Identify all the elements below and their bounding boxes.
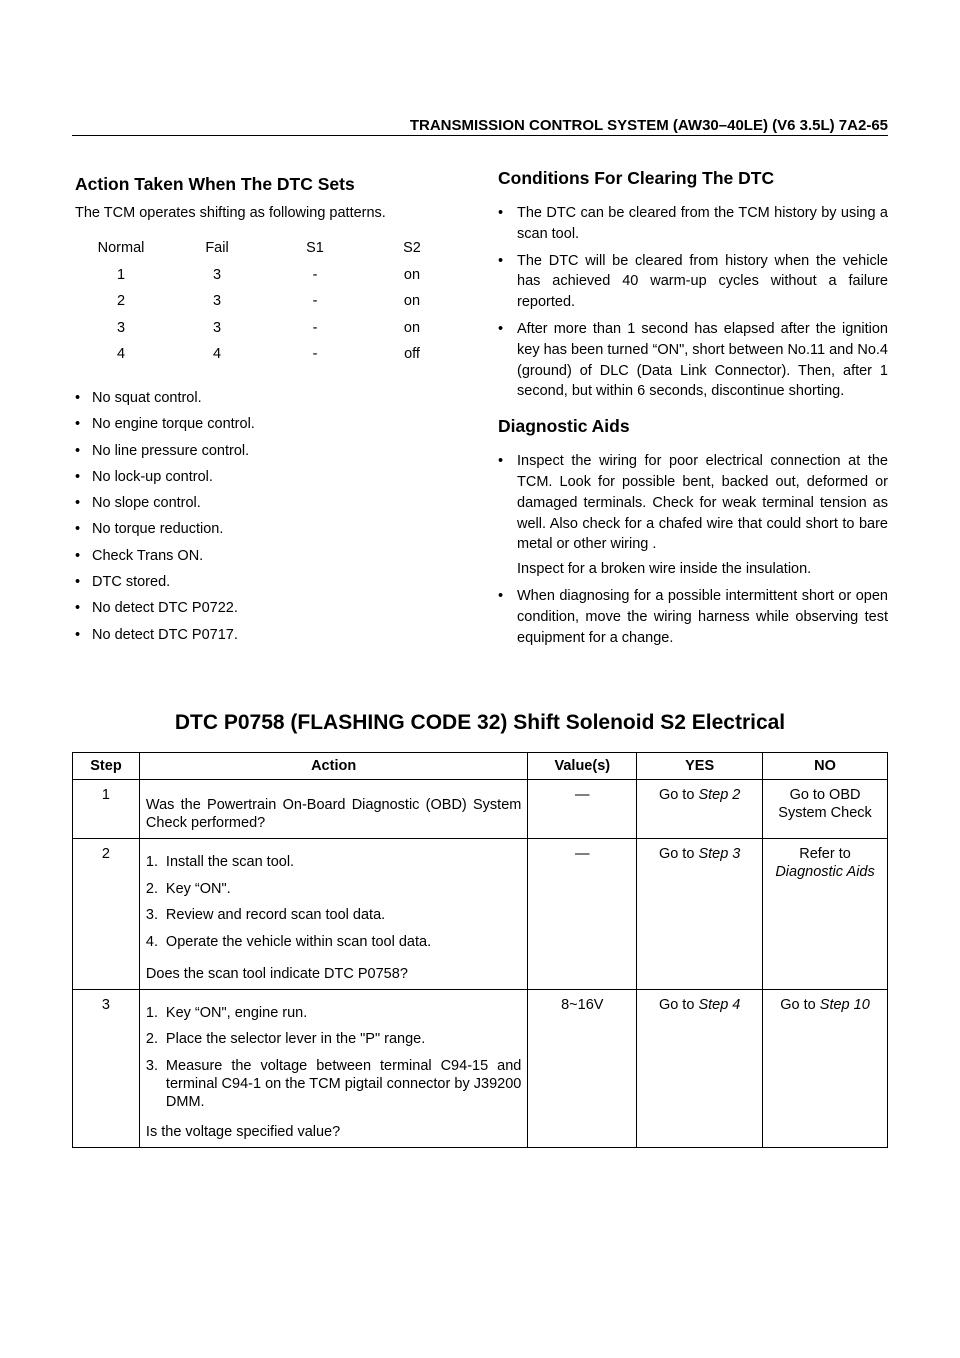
list-item: • No lock-up control. [75,469,255,495]
step-no [763,839,888,990]
list-item: • The DTC will be cleared from history when the vehicle has achieved 40 warm-up cycles without a failure reported. [498,251,888,313]
shift-pattern-cell: 4 [212,346,222,362]
step-question: Is the voltage specified value? [145,1123,341,1140]
list-item: 4. Operate the vehicle within scan tool data. [145,933,432,950]
action-taken-intro: The TCM operates shifting as following patterns. [75,205,386,221]
shift-pattern-cell: on [403,266,421,283]
shift-pattern-cell: - [312,266,318,283]
step-yes [637,839,763,990]
clearing-list [498,203,888,402]
shift-pattern-row [75,293,435,320]
diagnostic-table [72,752,888,1148]
step-action [139,839,527,990]
header-rule [72,135,888,136]
shift-pattern-cell: 1 [116,266,126,283]
shift-pattern-cell: off [404,346,420,362]
list-item: • After more than 1 second has elapsed after the ignition key has been turned “ON", short between No.11 and No.4 (ground) of DLC (Data Link Connector). Then, after 1 second, but within 6 seconds, discontinue shorting. [498,319,888,402]
shift-pattern-cell: 3 [116,319,126,336]
header-step: Step [73,753,140,780]
shift-pattern-cell: - [312,346,318,362]
list-item: • No torque reduction. [75,521,255,547]
step-number: 1 [73,780,140,839]
diagnostic-aids-heading: Diagnostic Aids [498,416,630,437]
list-item: 1. Install the scan tool. [145,854,295,870]
list-item: 1. Key “ON", engine run. [145,1004,308,1021]
list-item: • When diagnosing for a possible intermittent short or open condition, move the wiring harness while observing test equipment for a change. [498,586,888,648]
list-item: • The DTC can be cleared from the TCM history by using a scan tool. [498,203,888,245]
step-yes [637,780,763,839]
step-instructions [146,1004,521,1111]
step-action [139,989,527,1147]
shift-pattern-cell: - [312,319,318,336]
shift-pattern-cell: - [312,293,318,309]
shift-pattern-row [75,320,435,347]
shift-pattern-cell: on [403,293,421,309]
shift-pattern-header-cell: S1 [306,240,324,256]
shift-pattern-header-cell: S2 [403,240,421,256]
no-step-link[interactable]: Step 10 [819,996,870,1013]
shift-pattern-table [75,240,435,373]
list-item: • No squat control. [75,390,255,416]
no-step-link[interactable]: Diagnostic Aids [775,864,875,880]
step-value: — [528,839,637,990]
yes-step-link[interactable]: Step 2 [698,787,741,803]
shift-pattern-cell: 3 [212,293,222,309]
list-item: • No engine torque control. [75,416,255,442]
list-item: 3. Measure the voltage between terminal C94-15 and terminal C94-1 on the TCM pigtail connector by J39200 DMM. [145,1057,522,1110]
step-number: 3 [73,989,140,1147]
header-values: Value(s) [528,753,637,780]
yes-prefix: Go to [658,846,699,862]
shift-pattern-cell: 3 [212,266,222,283]
step-action [139,780,527,839]
shift-pattern-header-cell: Normal [97,240,145,256]
shift-pattern-cell: 3 [212,319,222,336]
table-header-row [73,753,888,780]
aids-item-extra: Inspect for a broken wire inside the insulation. [517,561,812,578]
list-item: • DTC stored. [75,574,255,600]
step-value: — [528,780,637,839]
list-item: • No line pressure control. [75,443,255,469]
step-value: 8~16V [528,989,637,1147]
shift-pattern-row [75,346,435,373]
table-row [73,989,888,1147]
shift-pattern-header-cell: Fail [205,240,229,256]
shift-pattern-cell: 4 [116,346,126,362]
yes-prefix: Go to [658,996,699,1013]
header-yes: YES [637,753,763,780]
step-no [763,780,888,839]
step-instructions [146,853,521,951]
list-item: • No detect DTC P0722. [75,600,255,626]
yes-step-link[interactable]: Step 3 [698,846,741,862]
aids-item-text: Inspect the wiring for poor electrical connection at the TCM. Look for possible bent, backed out, deformed or damaged terminals. Check for weak terminal tension as well. Also check for a chafed wire that could short to bare metal or other wiring . [517,453,888,553]
list-item: • No detect DTC P0717. [75,627,255,653]
list-item: 3. Review and record scan tool data. [145,907,386,923]
shift-pattern-cell: 2 [116,293,126,309]
table-row [73,780,888,839]
list-item: • Check Trans ON. [75,548,255,574]
action-taken-section [75,174,435,643]
yes-prefix: Go to [658,787,699,803]
step-yes [637,989,763,1147]
shift-pattern-header [75,240,435,267]
step-question: Was the Powertrain On-Board Diagnostic (OBD) System Check performed? [145,797,522,831]
list-item [498,451,888,580]
page-title: DTC P0758 (FLASHING CODE 32) Shift Solenoid S2 Electrical [174,711,786,734]
shift-pattern-cell: on [403,319,421,336]
header-no: NO [763,753,888,780]
list-item: • No slope control. [75,495,255,521]
table-row [73,839,888,990]
shift-pattern-row [75,267,435,294]
step-question: Does the scan tool indicate DTC P0758? [145,965,408,982]
header-action: Action [139,753,527,780]
action-taken-list [75,390,255,653]
page-header: TRANSMISSION CONTROL SYSTEM (AW30–40LE) (V6 3.5L) 7A2-65 [409,117,888,134]
clearing-and-aids-section [498,168,888,654]
clearing-heading: Conditions For Clearing The DTC [498,168,775,188]
no-prefix: Refer to [799,846,851,862]
action-taken-heading: Action Taken When The DTC Sets [75,174,355,194]
step-number: 2 [73,839,140,990]
no-prefix: Go to OBD System Check [778,787,872,821]
list-item: 2. Place the selector lever in the "P" range. [145,1031,426,1047]
no-prefix: Go to [780,996,820,1013]
step-no [763,989,888,1147]
diagnostic-aids-list [498,451,888,648]
list-item: 2. Key “ON". [145,880,231,897]
yes-step-link[interactable]: Step 4 [698,996,741,1013]
